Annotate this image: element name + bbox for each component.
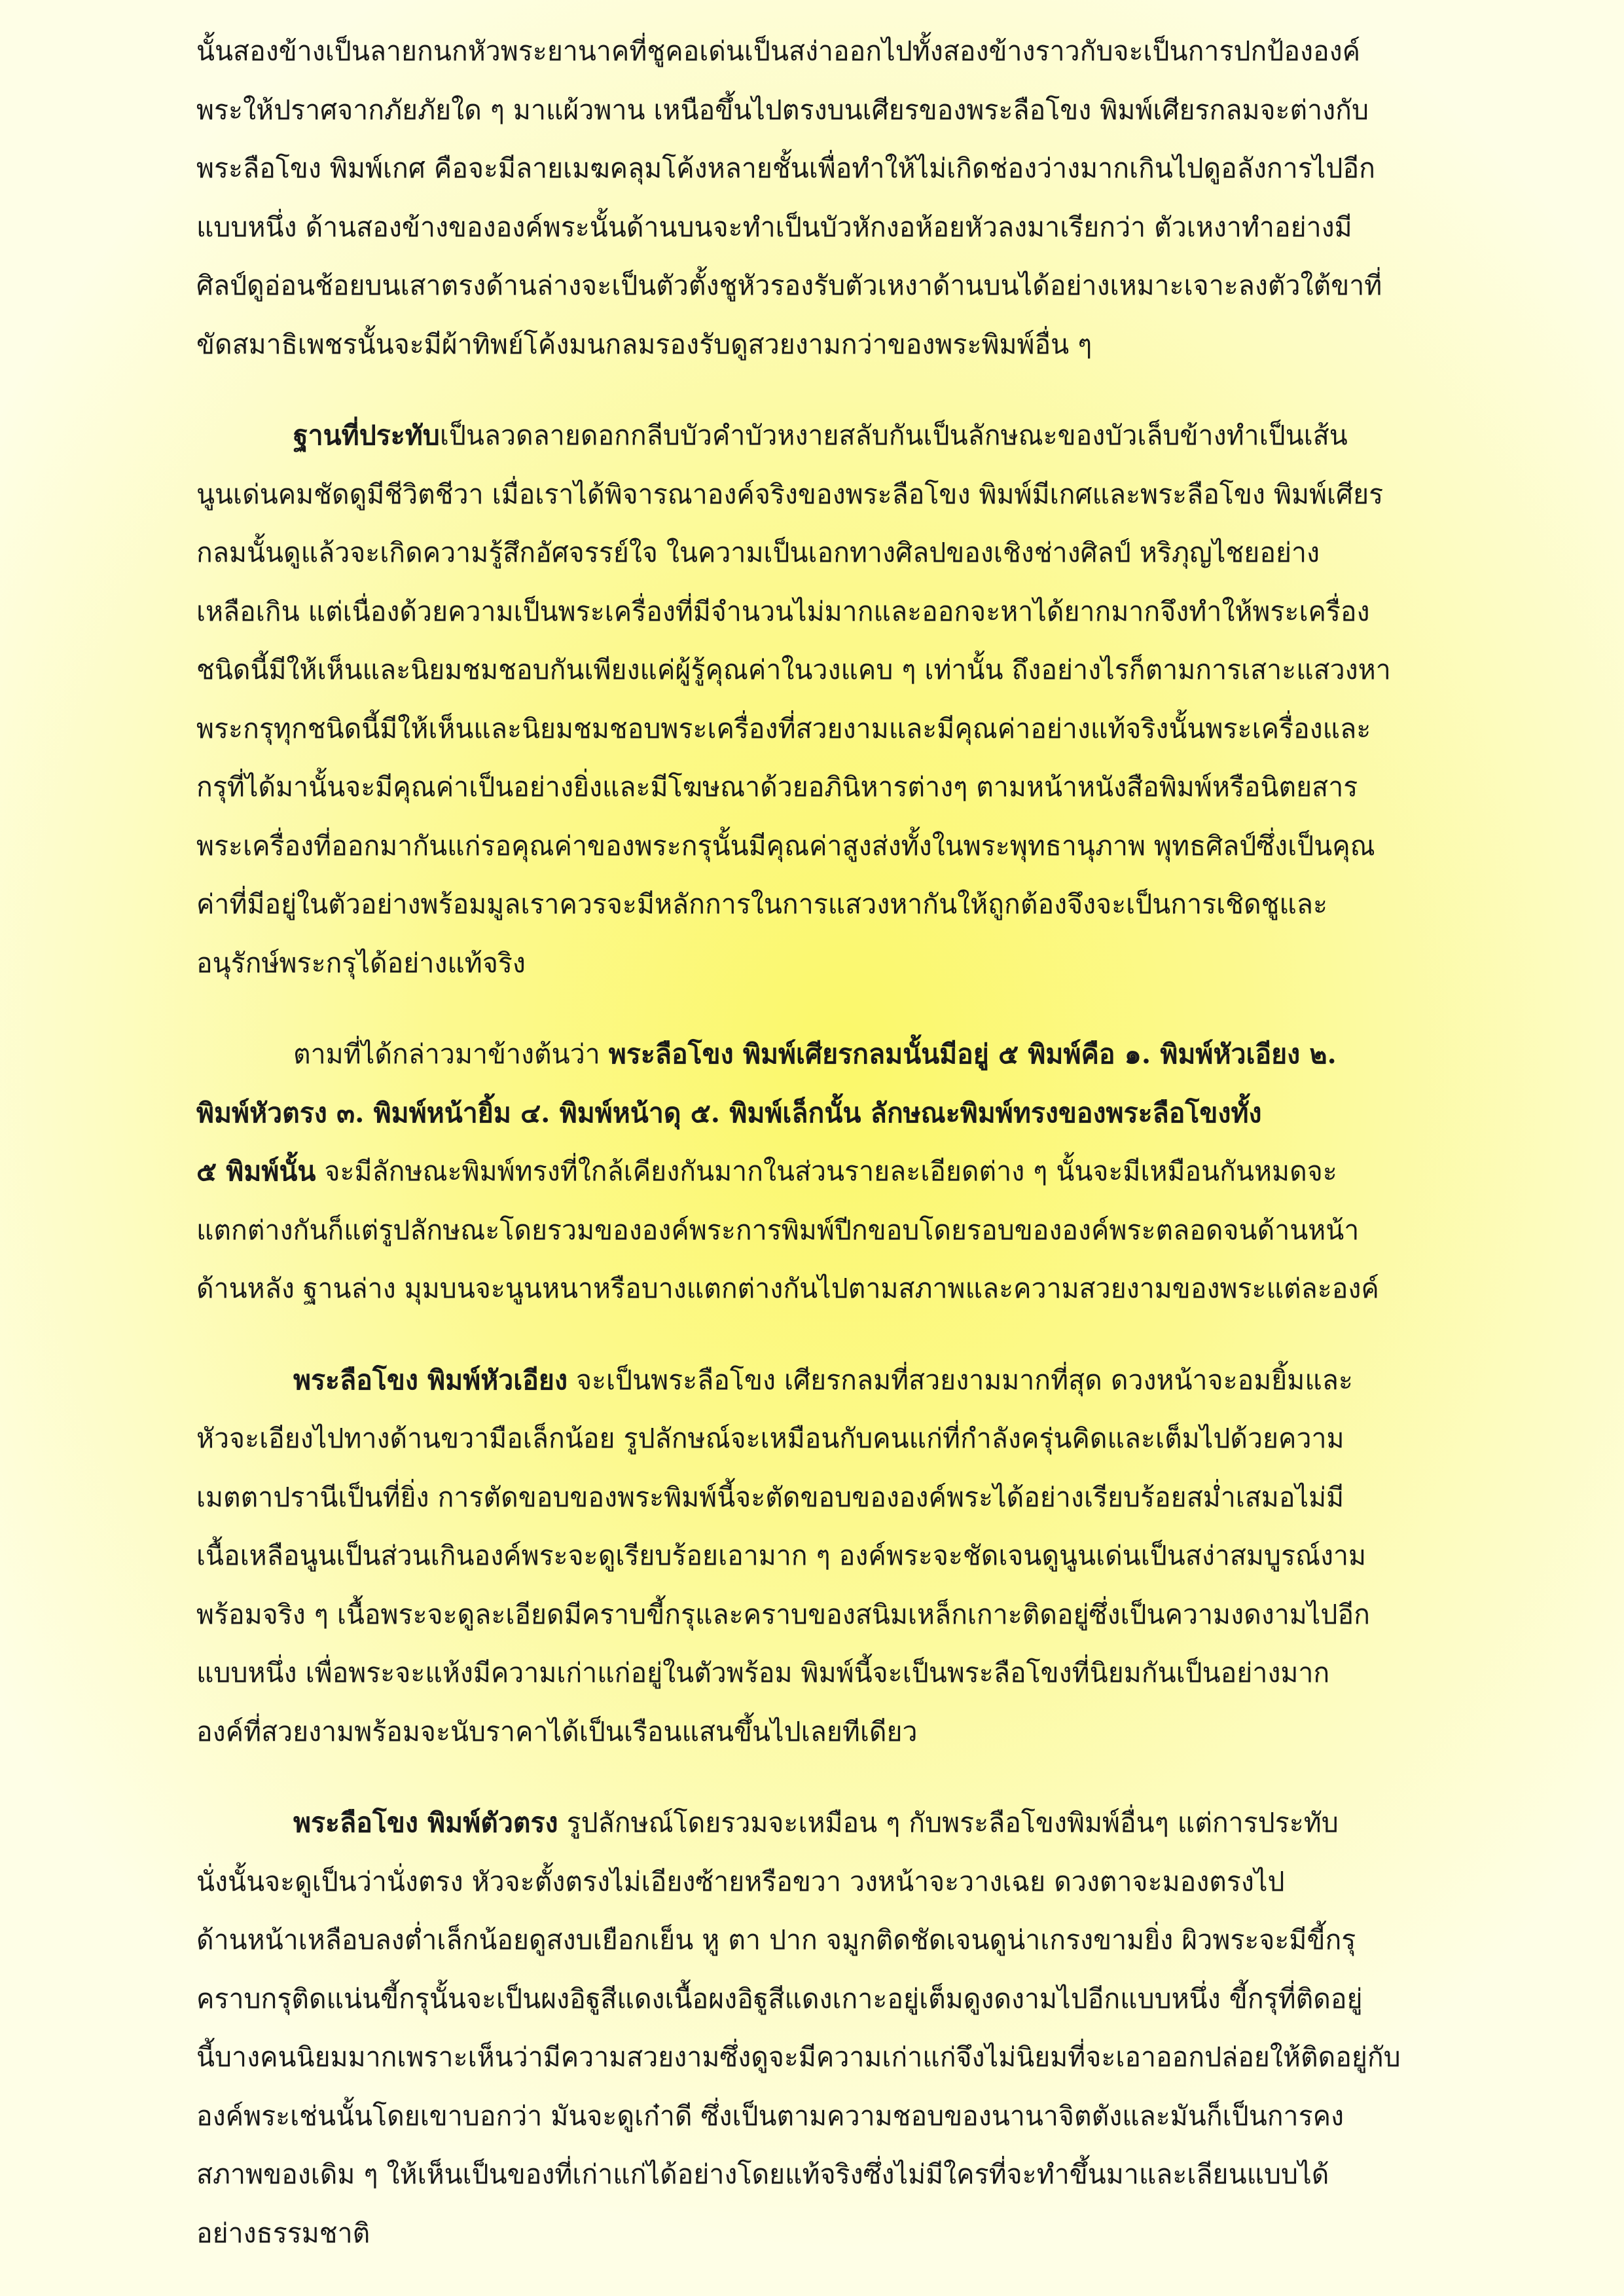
text-line: ด้านหลัง ฐานล่าง มุมบนจะนูนหนาหรือบางแตกต่างกันไปตามสภาพและความสวยงามของพระแต่ละองค์ xyxy=(196,1273,1379,1304)
document-page xyxy=(196,22,1437,2263)
text-run: เป็นลวดลายดอกกลีบบัวคำบัวหงายสลับกันเป็นลักษณะของบัวเล็บข้างทำเป็นเส้น xyxy=(439,420,1348,451)
text-run: ตามที่ได้กล่าวมาข้างต้นว่า xyxy=(293,1038,609,1070)
text-line xyxy=(196,1351,1437,1410)
paragraph-gap xyxy=(196,993,1437,1025)
text-line: เหลือเกิน แต่เนื่องด้วยความเป็นพระเครื่องที่มีจำนวนไม่มากและออกจะหาได้ยากมากจึงทำให้พระเครื่อง xyxy=(196,595,1370,627)
text-line: นูนเด่นคมชัดดูมีชีวิตชีวา เมื่อเราได้พิจารณาองค์จริงของพระลือโขง พิมพ์มีเกศและพระลือโขง พิมพ์เศียร xyxy=(196,478,1384,510)
paragraph-five-types xyxy=(196,1025,1437,1319)
paragraph-ornament-description xyxy=(196,22,1437,374)
text-line: แบบหนึ่ง ด้านสองข้างขององค์พระนั้นด้านบนจะทำเป็นบัวหักงอห้อยหัวลงมาเรียกว่า ตัวเหงาทำอย่างมี xyxy=(196,211,1352,243)
paragraph-base-pedestal xyxy=(196,407,1437,993)
text-line: หัวจะเอียงไปทางด้านขวามือเล็กน้อย รูปลักษณ์จะเหมือนกับคนแก่ที่กำลังครุ่นคิดและเต็มไปด้วยความ xyxy=(196,1423,1344,1454)
text-line: พร้อมจริง ๆ เนื้อพระจะดูละเอียดมีคราบขี้กรุและคราบของสนิมเหล็กเกาะติดอยู่ซึ่งเป็นความงดงามไปอีก xyxy=(196,1598,1370,1630)
text-line: แบบหนึ่ง เพื่อพระจะแห้งมีความเก่าแก่อยู่ในตัวพร้อม พิมพ์นี้จะเป็นพระลือโขงที่นิยมกันเป็นอย่างมาก xyxy=(196,1657,1330,1688)
paragraph-tilted-head xyxy=(196,1351,1437,1762)
text-run: จะมีลักษณะพิมพ์ทรงที่ใกล้เคียงกันมากในส่วนรายละเอียดต่าง ๆ นั้นจะมีเหมือนกันหมดจะ xyxy=(316,1156,1337,1187)
text-line: คราบกรุติดแน่นขี้กรุนั้นจะเป็นผงอิฐูสีแดงเนื้อผงอิฐูสีแดงเกาะอยู่เต็มดูงดงามไปอีกแบบหนึ่ง ขี้กรุที่ติดอยู่ xyxy=(196,1982,1363,2014)
text-line: ด้านหน้าเหลือบลงต่ำเล็กน้อยดูสงบเยือกเย็น หู ตา ปาก จมูกติดชัดเจนดูน่าเกรงขามยิ่ง ผิวพระจะมีขี้กรุ xyxy=(196,1924,1356,1956)
text-line: เมตตาปรานีเป็นที่ยิ่ง การตัดขอบของพระพิมพ์นี้จะตัดขอบขององค์พระได้อย่างเรียบร้อยสม่ำเสมอไม่มี xyxy=(196,1481,1344,1513)
text-line: แตกต่างกันก็แต่รูปลักษณะโดยรวมขององค์พระการพิมพ์ปีกขอบโดยรอบขององค์พระตลอดจนด้านหน้า xyxy=(196,1214,1360,1246)
text-line xyxy=(196,1142,1437,1201)
paragraph-gap xyxy=(196,1319,1437,1351)
text-line: ขัดสมาธิเพชรนั้นจะมีผ้าทิพย์โค้งมนกลมรองรับดูสวยงามกว่าของพระพิมพ์อื่น ๆ xyxy=(196,328,1092,360)
text-line: นั่งนั้นจะดูเป็นว่านั่งตรง หัวจะตั้งตรงไม่เอียงซ้ายหรือขวา วงหน้าจะวางเฉย ดวงตาจะมองตรงไป xyxy=(196,1865,1285,1897)
text-line: เนื้อเหลือนูนเป็นส่วนเกินองค์พระจะดูเรียบร้อยเอามาก ๆ องค์พระจะชัดเจนดูนูนเด่นเป็นสง่าสมบูรณ์งาม xyxy=(196,1540,1367,1571)
text-line: พระกรุทุกชนิดนี้มีให้เห็นและนิยมชมชอบพระเครื่องที่สวยงามและมีคุณค่าอย่างแท้จริงนั้นพระเครื่องและ xyxy=(196,712,1371,744)
text-line xyxy=(196,407,1437,465)
text-run: รูปลักษณ์โดยรวมจะเหมือน ๆ กับพระลือโขงพิมพ์อื่นๆ แต่การประทับ xyxy=(558,1807,1339,1838)
paragraph-gap xyxy=(196,1761,1437,1794)
paragraph-gap xyxy=(196,374,1437,407)
text-line: องค์พระเช่นนั้นโดยเขาบอกว่า มันจะดูเก๋าดี ซึ่งเป็นตามความชอบของนานาจิตตังและมันก็เป็นการคง xyxy=(196,2100,1344,2132)
paragraph-straight-body xyxy=(196,1794,1437,2263)
text-line: อย่างธรรมชาติ xyxy=(196,2217,370,2249)
text-line: พระเครื่องที่ออกมากันแก่รอคุณค่าของพระกรุนั้นมีคุณค่าสูงส่งทั้งในพระพุทธานุภาพ พุทธศิลป์ซึ่งเป็นคุณ xyxy=(196,829,1375,862)
text-line: กรุที่ได้มานั้นจะมีคุณค่าเป็นอย่างยิ่งและมีโฆษณาด้วยอภินิหารต่างๆ ตามหน้าหนังสือพิมพ์หรือนิตยสาร xyxy=(196,771,1358,803)
text-line: พิมพ์หัวตรง ๓. พิมพ์หน้ายิ้ม ๔. พิมพ์หน้าดุ ๕. พิมพ์เล็กนั้น ลักษณะพิมพ์ทรงของพระลือโขงทั้ง xyxy=(196,1097,1262,1129)
paragraph-heading: พระลือโขง พิมพ์หัวเอียง xyxy=(293,1364,568,1396)
text-line: พระให้ปราศจากภัยภัยใด ๆ มาแผ้วพาน เหนือขึ้นไปตรงบนเศียรของพระลือโขง พิมพ์เศียรกลมจะต่างกับ xyxy=(196,94,1369,126)
text-line: นี้บางคนนิยมมากเพราะเห็นว่ามีความสวยงามซึ่งดูจะมีความเก่าแก่จึงไม่นิยมที่จะเอาออกปล่อยให้ติดอยู่กับ xyxy=(196,2041,1401,2073)
text-line: ค่าที่มีอยู่ในตัวอย่างพร้อมมูลเราควรจะมีหลักการในการแสวงหากันให้ถูกต้องจึงจะเป็นการเชิดชูและ xyxy=(196,888,1327,920)
bold-run: พระลือโขง พิมพ์เศียรกลมนั้นมีอยู่ ๕ พิมพ์คือ ๑. พิมพ์หัวเอียง ๒. xyxy=(608,1038,1337,1070)
text-line: นั้นสองข้างเป็นลายกนกหัวพระยานาคที่ชูคอเด่นเป็นสง่าออกไปทั้งสองข้างราวกับจะเป็นการปกป้ององค์ xyxy=(196,35,1361,67)
text-run: จะเป็นพระลือโขง เศียรกลมที่สวยงามมากที่สุด ดวงหน้าจะอมยิ้มและ xyxy=(567,1364,1353,1396)
paragraph-heading: พระลือโขง พิมพ์ตัวตรง xyxy=(293,1807,558,1838)
text-line: อนุรักษ์พระกรุได้อย่างแท้จริง xyxy=(196,947,526,979)
text-line xyxy=(196,1794,1437,1853)
text-line xyxy=(196,1025,1437,1084)
text-line: ชนิดนี้มีให้เห็นและนิยมชมชอบกันเพียงแค่ผู้รู้คุณค่าในวงแคบ ๆ เท่านั้น ถึงอย่างไรก็ตามการเสาะแสวงหา xyxy=(196,654,1391,685)
text-line: สภาพของเดิม ๆ ให้เห็นเป็นของที่เก่าแก่ได้อย่างโดยแท้จริงซึ่งไม่มีใครที่จะทำขึ้นมาและเลียนแบบได้ xyxy=(196,2159,1329,2190)
text-line: พระลือโขง พิมพ์เกศ คือจะมีลายเมฆคลุมโค้งหลายชั้นเพื่อทำให้ไม่เกิดช่องว่างมากเกินไปดูอลังการไปอีก xyxy=(196,153,1375,184)
paragraph-heading: ฐานที่ประทับ xyxy=(293,420,440,451)
text-line: ศิลป์ดูอ่อนช้อยบนเสาตรงด้านล่างจะเป็นตัวตั้งชูหัวรองรับตัวเหงาด้านบนได้อย่างเหมาะเจาะลงตัวใต้ขาที่ xyxy=(196,270,1382,301)
text-line: กลมนั้นดูแล้วจะเกิดความรู้สึกอัศจรรย์ใจ ในความเป็นเอกทางศิลปของเชิงช่างศิลป์ หริภุญไชยอย่าง xyxy=(196,537,1320,568)
bold-run: ๕ พิมพ์นั้น xyxy=(196,1156,316,1187)
text-line: องค์ที่สวยงามพร้อมจะนับราคาได้เป็นเรือนแสนขึ้นไปเลยทีเดียว xyxy=(196,1715,918,1747)
